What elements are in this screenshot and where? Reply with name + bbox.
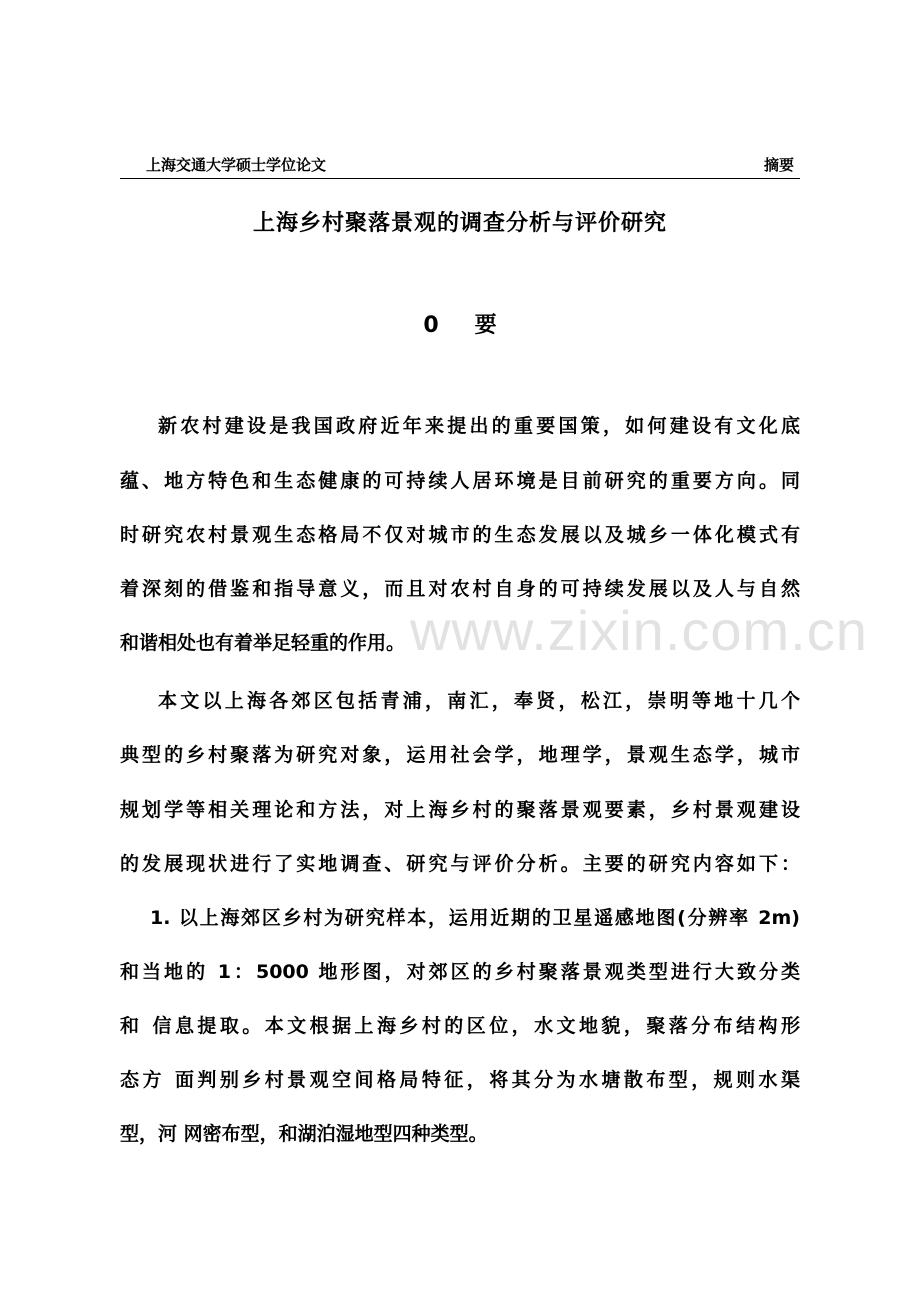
paragraph-line: 时研究农村景观生态格局不仅对城市的生态发展以及城乡一体化模式有 <box>120 524 800 546</box>
list-item-line: 型，河 网密布型，和湖泊湿地型四种类型。 <box>120 1123 488 1145</box>
list-item-line: 1. 以上海郊区乡村为研究样本，运用近期的卫星遥感地图(分辨率 2m) <box>150 907 800 929</box>
section-heading-text: 要 <box>474 313 497 338</box>
page-header <box>120 150 800 179</box>
paragraph-line: 本文以上海各郊区包括青浦，南汇，奉贤，松江，崇明等地十几个 <box>158 690 800 712</box>
paragraph-line: 新农村建设是我国政府近年来提出的重要国策，如何建设有文化底 <box>158 415 800 437</box>
header-thesis-label: 上海交通大学硕士学位论文 <box>146 156 327 174</box>
paragraph-line: 规划学等相关理论和方法，对上海乡村的聚落景观要素，乡村景观建设 <box>120 799 800 821</box>
paragraph-line: 蕴、地方特色和生态健康的可持续人居环境是目前研究的重要方向。同 <box>120 470 800 492</box>
section-heading <box>0 308 920 339</box>
paragraph-line: 和谐相处也有着举足轻重的作用。 <box>120 632 406 654</box>
thesis-title: 上海乡村聚落景观的调查分析与评价研究 <box>252 211 667 236</box>
header-section-label: 摘要 <box>763 156 794 174</box>
section-heading-number: 0 <box>423 313 439 338</box>
watermark: www.zixin.com.cn <box>410 599 868 662</box>
paragraph-line: 的发展现状进行了实地调查、研究与评价分析。主要的研究内容如下： <box>120 853 800 875</box>
list-item-line: 和 信息提取。本文根据上海乡村的区位，水文地貌，聚落分布结构形 <box>120 1015 800 1037</box>
paragraph-line: 着深刻的借鉴和指导意义，而且对农村自身的可持续发展以及人与自然 <box>120 578 800 600</box>
paragraph-line: 典型的乡村聚落为研究对象，运用社会学，地理学，景观生态学，城市 <box>120 744 800 766</box>
list-item-line: 和当地的 1：5000 地形图，对郊区的乡村聚落景观类型进行大致分类 <box>120 961 800 983</box>
list-item-line: 态方 面判别乡村景观空间格局特征，将其分为水塘散布型，规则水渠 <box>120 1069 800 1091</box>
